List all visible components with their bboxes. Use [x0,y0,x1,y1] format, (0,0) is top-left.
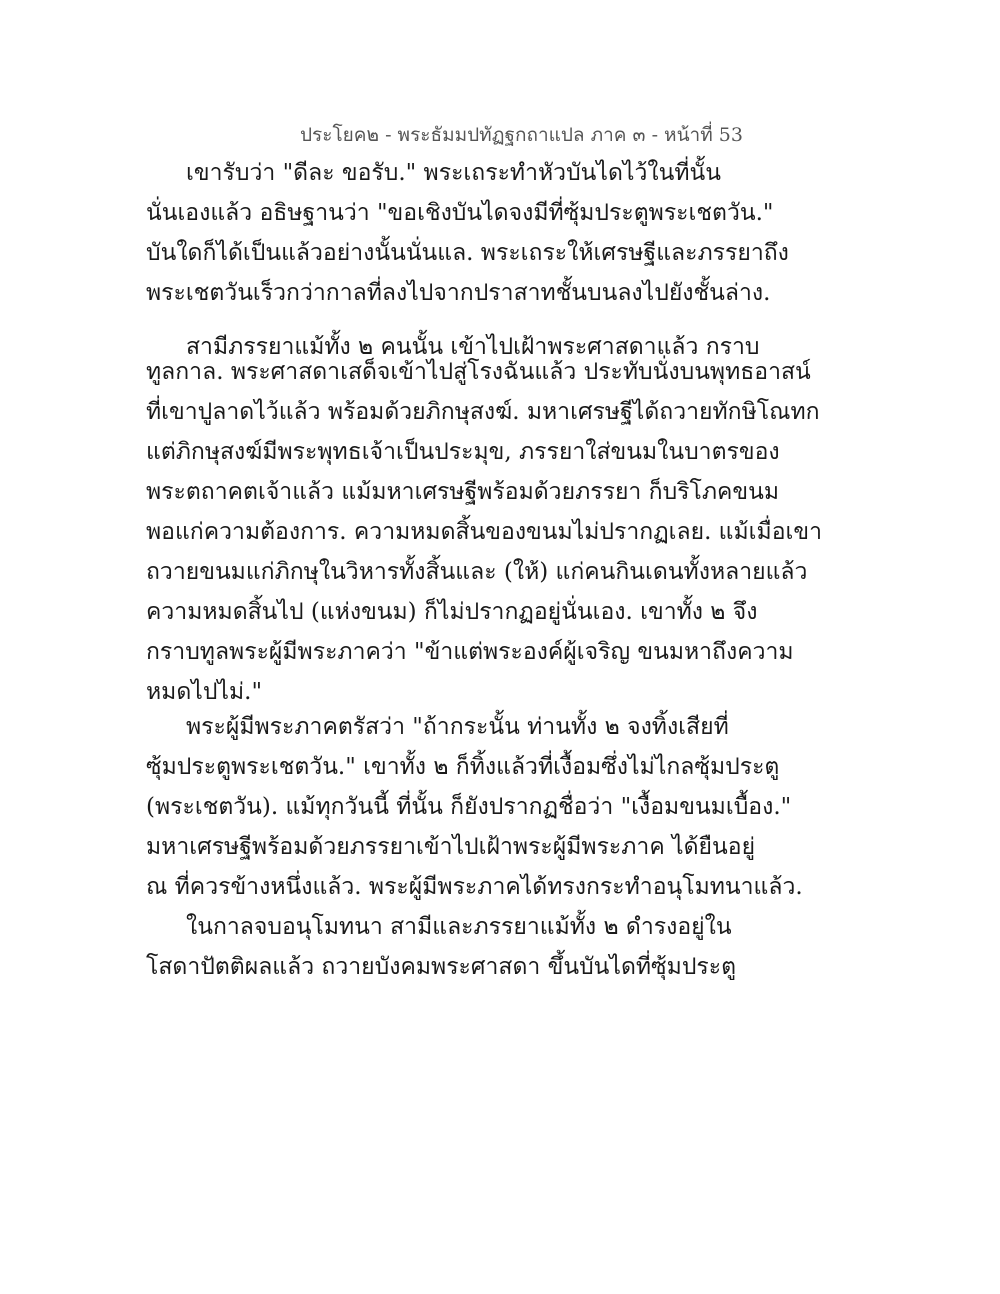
text-line: (พระเชตวัน). แม้ทุกวันนี้ ที่นั้น ก็ยังปรากฏชื่อว่า "เงื้อมขนมเบื้อง." [146,794,792,820]
text-line: ในกาลจบอนุโมทนา สามีและภรรยาแม้ทั้ง ๒ ดำรงอยู่ใน [186,914,732,940]
text-line: ถวายขนมแก่ภิกษุในวิหารทั้งสิ้นและ (ให้) แก่คนกินเดนทั้งหลายแล้ว [146,559,808,585]
page-header: ประโยค๒ - พระธัมมปทัฏฐกถาแปล ภาค ๓ - หน้าที่ 53 [300,124,743,146]
text-line: ที่เขาปูลาดไว้แล้ว พร้อมด้วยภิกษุสงฆ์. มหาเศรษฐีได้ถวายทักษิโณทก [146,399,820,425]
text-line: แต่ภิกษุสงฆ์มีพระพุทธเจ้าเป็นประมุข, ภรรยาใส่ขนมในบาตรของ [146,439,780,465]
text-line: ณ ที่ควรข้างหนึ่งแล้ว. พระผู้มีพระภาคได้ทรงกระทำอนุโมทนาแล้ว. [146,874,803,900]
text-line: ทูลกาล. พระศาสดาเสด็จเข้าไปสู่โรงฉันแล้ว ประทับนั่งบนพุทธอาสน์ [146,359,811,385]
text-line: สามีภรรยาแม้ทั้ง ๒ คนนั้น เข้าไปเฝ้าพระศาสดาแล้ว กราบ [186,334,760,360]
text-line: พระผู้มีพระภาคตรัสว่า "ถ้ากระนั้น ท่านทั้ง ๒ จงทิ้งเสียที่ [186,714,729,740]
text-line: ซุ้มประตูพระเชตวัน." เขาทั้ง ๒ ก็ทิ้งแล้วที่เงื้อมซึ่งไม่ไกลซุ้มประตู [146,754,780,780]
text-line: ความหมดสิ้นไป (แห่งขนม) ก็ไม่ปรากฏอยู่นั่นเอง. เขาทั้ง ๒ จึง [146,599,758,625]
text-line: พระตถาคตเจ้าแล้ว แม้มหาเศรษฐีพร้อมด้วยภรรยา ก็บริโภคขนม [146,479,780,505]
text-line: กราบทูลพระผู้มีพระภาคว่า "ข้าแต่พระองค์ผู้เจริญ ขนมหาถึงความ [146,639,794,665]
text-line: มหาเศรษฐีพร้อมด้วยภรรยาเข้าไปเฝ้าพระผู้มีพระภาค ได้ยืนอยู่ [146,834,756,860]
text-line: บันใดก็ได้เป็นแล้วอย่างนั้นนั่นแล. พระเถระให้เศรษฐีและภรรยาถึง [146,240,789,266]
text-line: หมดไปไม่." [146,679,263,705]
text-line: พอแก่ความต้องการ. ความหมดสิ้นของขนมไม่ปรากฏเลย. แม้เมื่อเขา [146,519,823,545]
text-line: เขารับว่า "ดีละ ขอรับ." พระเถระทำหัวบันไดไว้ในที่นั้น [186,160,721,186]
text-line: พระเชตวันเร็วกว่ากาลที่ลงไปจากปราสาทชั้นบนลงไปยังชั้นล่าง. [146,280,771,306]
text-line: นั่นเองแล้ว อธิษฐานว่า "ขอเชิงบันไดจงมีที่ซุ้มประตูพระเชตวัน." [146,200,774,226]
text-line: โสดาปัตติผลแล้ว ถวายบังคมพระศาสดา ขึ้นบันไดที่ซุ้มประตู [146,954,737,980]
